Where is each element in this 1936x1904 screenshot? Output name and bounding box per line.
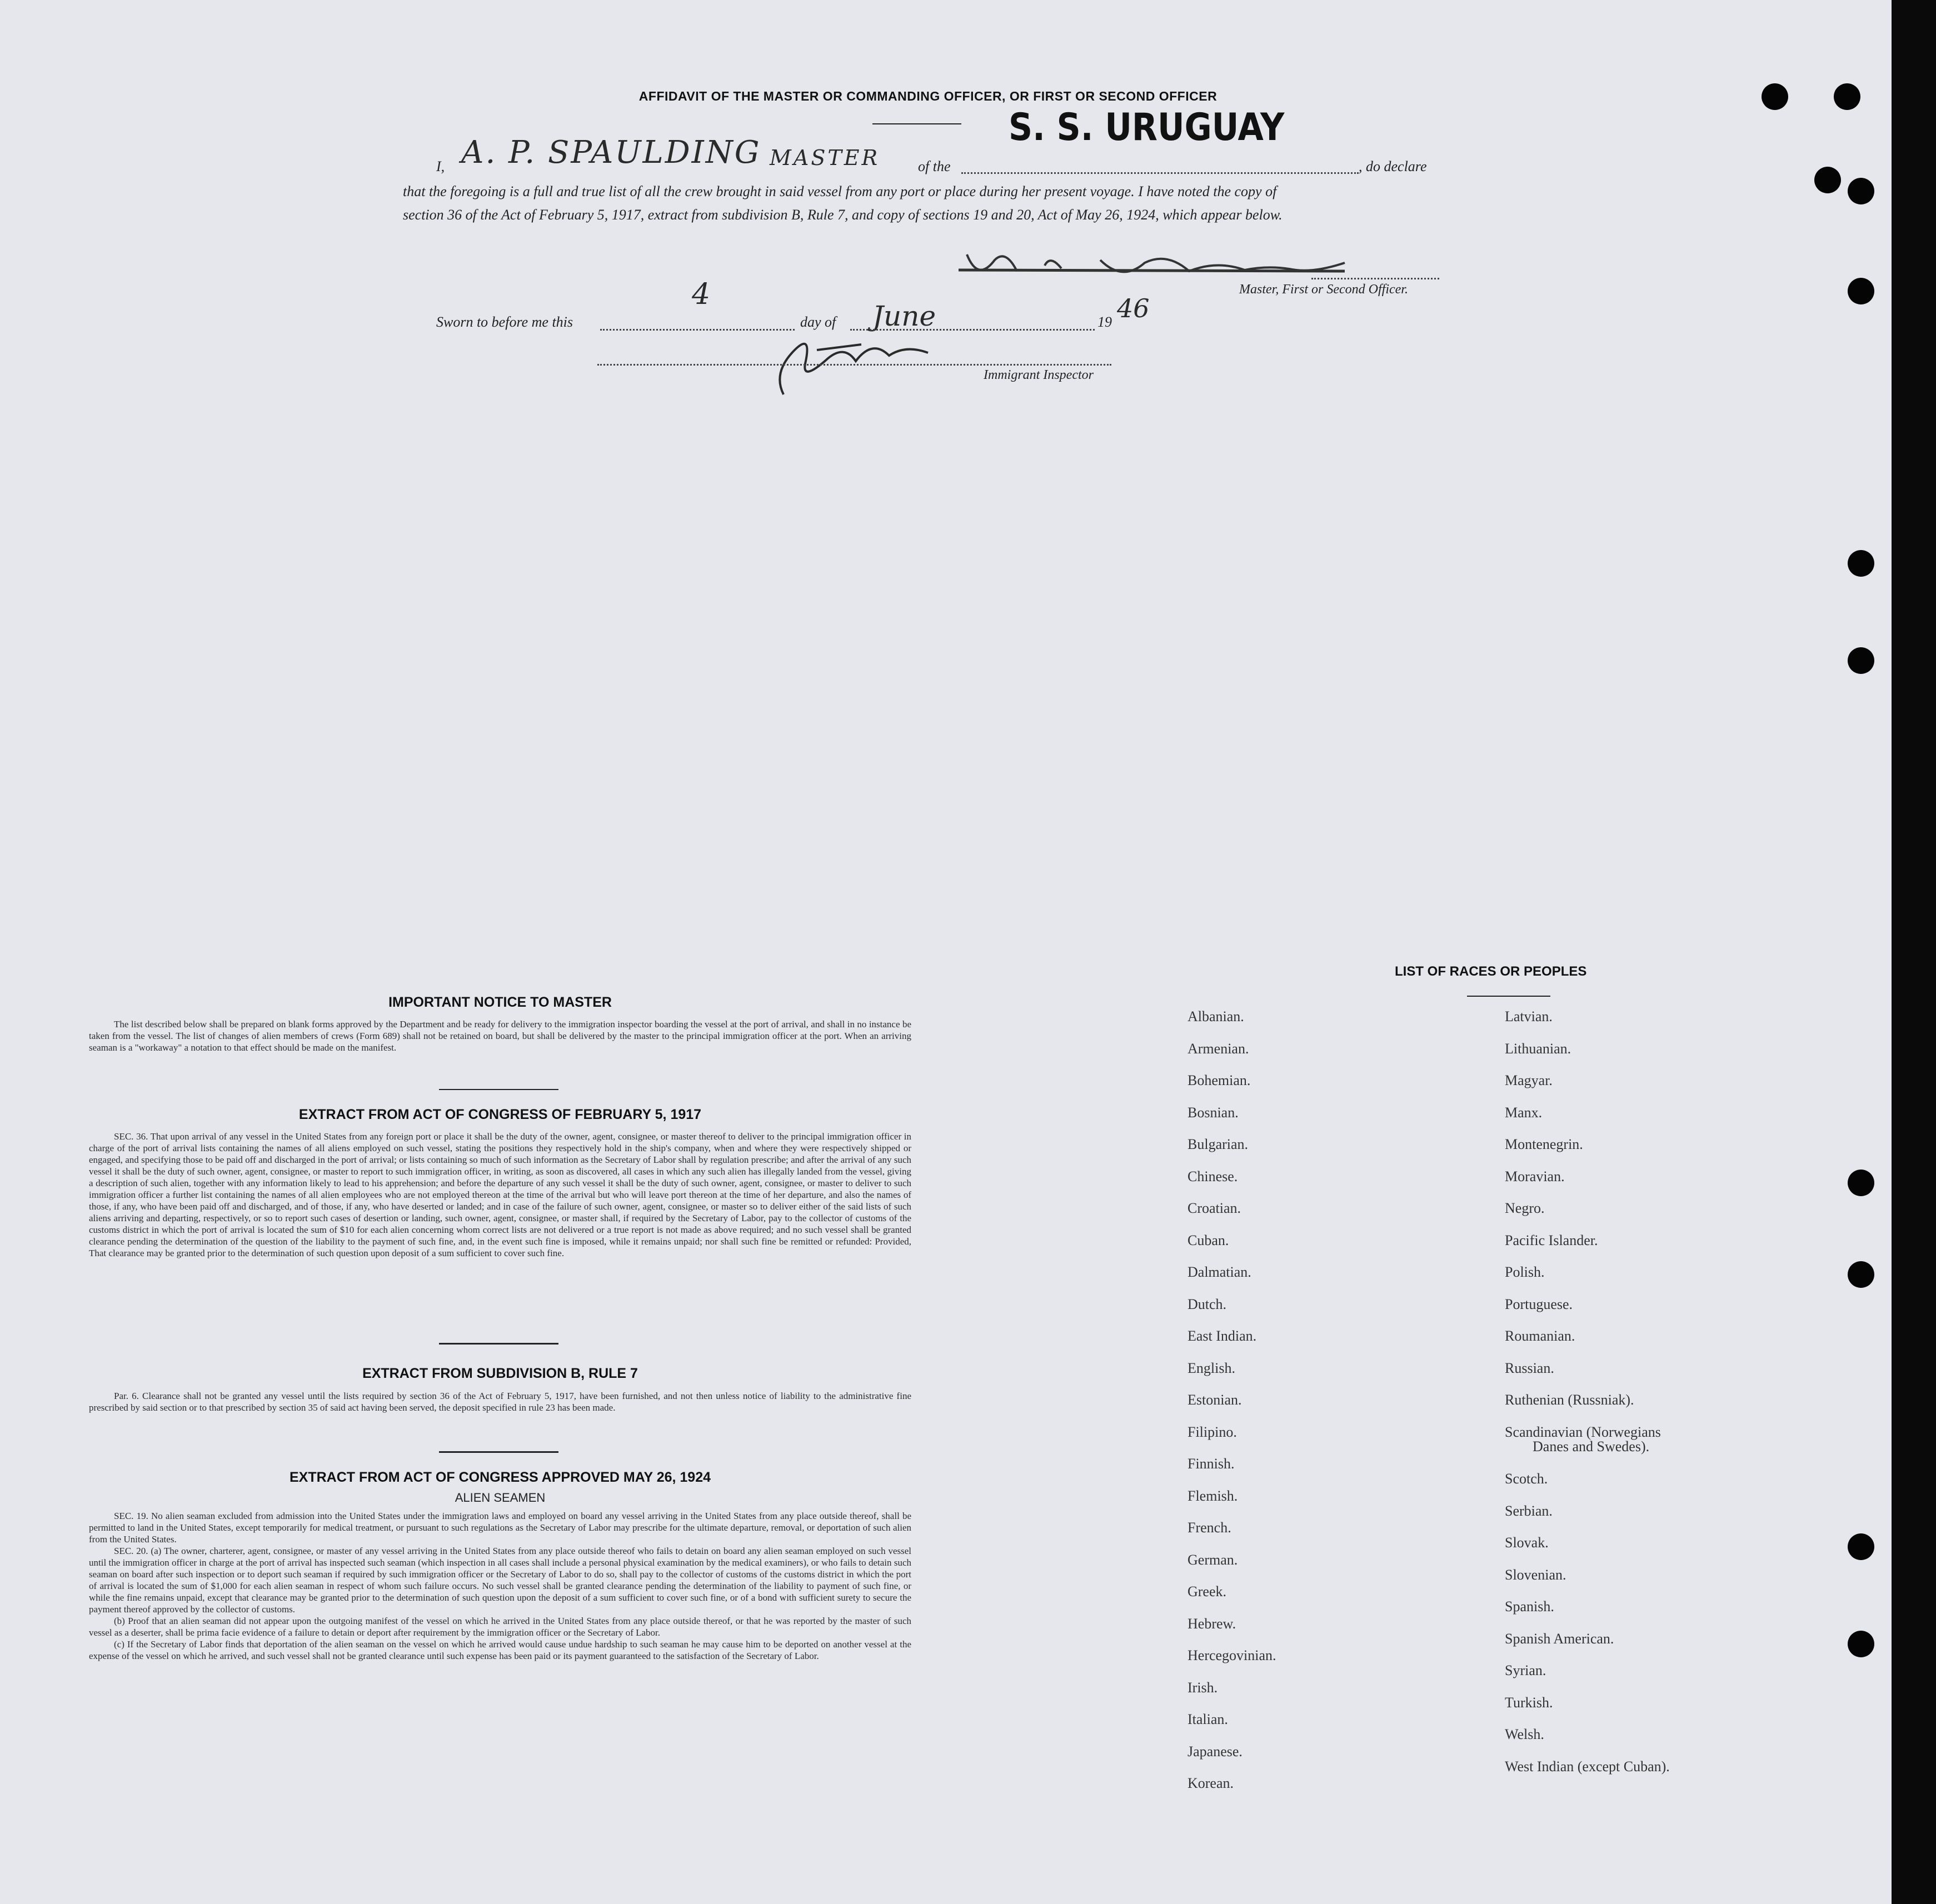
race-item: Welsh.	[1505, 1726, 1544, 1742]
race-item: Armenian.	[1187, 1040, 1249, 1057]
month-handwritten: June	[872, 300, 936, 332]
day-handwritten: 4	[692, 278, 711, 311]
race-item: Manx.	[1505, 1104, 1543, 1121]
race-item: East Indian.	[1187, 1328, 1257, 1344]
i-label: I,	[436, 158, 445, 174]
race-item: Irish.	[1187, 1679, 1218, 1696]
race-item: Korean.	[1187, 1775, 1234, 1791]
page-edge	[1892, 0, 1936, 1904]
sec-20b-paragraph: (b) Proof that an alien seaman did not appear upon the outgoing manifest of the vessel on which he arrived in the United States from any place outside thereof, or that he was reported by the master of such vessel as a deserter, shall be prima facie evidence of a failure to detain or deport after requirement by the immigration officer or the Secretary of Labor.	[89, 1616, 911, 1638]
extract-1917-body	[89, 1131, 911, 1259]
binder-hole	[1848, 550, 1874, 577]
race-item: French.	[1187, 1520, 1231, 1536]
race-item: Spanish American.	[1505, 1630, 1614, 1647]
races-title: LIST OF RACES OR PEOPLES	[1395, 964, 1587, 979]
race-item: Negro.	[1505, 1200, 1545, 1216]
notice-body	[89, 1018, 911, 1053]
binder-hole	[1848, 178, 1874, 204]
race-item: Chinese.	[1187, 1168, 1238, 1185]
binder-hole	[1848, 1533, 1874, 1560]
race-item: Japanese.	[1187, 1743, 1243, 1760]
day-of-label: day of	[800, 314, 836, 330]
race-item: Filipino.	[1187, 1423, 1237, 1440]
race-item: Croatian.	[1187, 1200, 1241, 1216]
extract-1924-title: EXTRACT FROM ACT OF CONGRESS APPROVED MAY 26, 1924	[289, 1470, 711, 1485]
binder-hole	[1848, 1170, 1874, 1196]
race-item: Pacific Islander.	[1505, 1232, 1598, 1248]
race-item: Bulgarian.	[1187, 1136, 1249, 1152]
sec-20c-paragraph: (c) If the Secretary of Labor finds that deportation of the alien seaman on the vessel on which he arrived would cause undue hardship to such seaman he may cause him to be deported on another vessel at the expense of the vessel on which he arrived, and such vessel shall not be granted clearance until such expense has been paid or its payment guaranteed to the satisfaction of the Secretary of Labor.	[89, 1639, 911, 1661]
header-underline	[872, 123, 961, 124]
sec-36-paragraph: SEC. 36. That upon arrival of any vessel in the United States from any foreign port or place it shall be the duty of the owner, agent, consignee, or master thereof to deliver to the principal immigration officer in charge of the port of arrival lists containing the names of all aliens employed on such vessel, stating the positions they respectively hold in the ship's company, when and where they were respectively shipped or engaged, and specifying those to be paid off and discharged in the port of arrival; or lists containing so much of such information as the Secretary of Labor shall by regulation prescribe; and after the arrival of any such vessel it shall be the duty of such owner, agent, consignee, or master to report to such immigration officer, in writing, as soon as discovered, all cases in which any such alien has illegally landed from the vessel, giving a description of such alien, together with any information likely to lead to his apprehension; and before the departure of any such vessel it shall be the duty of such owner, agent, consignee, or master to deliver to such immigration officer a further list containing the names of all alien employees who are not employed thereon at the time of the arrival but who will leave port thereon at the time of her departure, and also the names of those, if any, who have been paid off and discharged, and of those, if any, who have deserted or landed; and in case of the failure of such owner, agent, consignee, or master so to deliver either of the said lists of such aliens arriving and departing, respectively, or so to report such cases of desertion or landing, such owner, agent, consignee, or master shall, if required by the Secretary of Labor, pay to the collector of customs of the customs district in which the port of arrival is located the sum of $10 for each alien concerning whom correct lists are not delivered or a true report is not made as above required; and no such vessel shall be granted clearance pending the determination of the question of the liability to the payment of such fine, and, in the event such fine is imposed, while it remains unpaid; nor shall such fine be remitted or refunded: Provided, That clearance may be granted prior to the determination of such question upon deposit of a sum sufficient to cover such fine.	[89, 1131, 911, 1258]
race-item: Finnish.	[1187, 1456, 1235, 1472]
race-item: West Indian (except Cuban).	[1505, 1758, 1670, 1775]
race-item: Cuban.	[1187, 1232, 1229, 1248]
race-item: Flemish.	[1187, 1487, 1238, 1504]
vessel-name: S. S. URUGUAY	[1009, 106, 1285, 149]
race-item: German.	[1187, 1551, 1238, 1568]
race-item: Scandinavian (Norwegians	[1505, 1423, 1661, 1440]
race-item: Slovenian.	[1505, 1566, 1566, 1583]
race-item: Danes and Swedes).	[1533, 1438, 1650, 1455]
races-title-underline	[1467, 996, 1550, 997]
year-handwritten: 46	[1117, 293, 1150, 323]
race-item: Spanish.	[1505, 1598, 1554, 1615]
rule-7-title: EXTRACT FROM SUBDIVISION B, RULE 7	[362, 1366, 638, 1381]
race-item: Greek.	[1187, 1583, 1227, 1600]
binder-hole	[1848, 278, 1874, 304]
sworn-label: Sworn to before me this	[436, 314, 573, 330]
race-item: Estonian.	[1187, 1392, 1242, 1408]
master-caption: Master, First or Second Officer.	[1239, 282, 1408, 297]
binder-hole	[1848, 1631, 1874, 1657]
race-item: Montenegrin.	[1505, 1136, 1583, 1152]
notice-title: IMPORTANT NOTICE TO MASTER	[388, 995, 612, 1010]
extract-1917-title: EXTRACT FROM ACT OF CONGRESS OF FEBRUARY 5, 1917	[298, 1107, 702, 1122]
race-item: Hercegovinian.	[1187, 1647, 1276, 1663]
rule-7-body	[89, 1390, 911, 1413]
race-item: Russian.	[1505, 1360, 1554, 1376]
extract-1924-subtitle: ALIEN SEAMEN	[455, 1491, 546, 1505]
race-item: Lithuanian.	[1505, 1040, 1571, 1057]
race-item: Dutch.	[1187, 1296, 1227, 1312]
affidavit-header: AFFIDAVIT OF THE MASTER OR COMMANDING OFFICER, OR FIRST OR SECOND OFFICER	[638, 89, 1218, 103]
race-item: Latvian.	[1505, 1008, 1553, 1025]
extract-1924-body	[89, 1510, 911, 1662]
race-item: Scotch.	[1505, 1471, 1548, 1487]
master-name-handwritten: A. P. SPAULDING	[461, 134, 761, 171]
race-item: Bosnian.	[1187, 1104, 1239, 1121]
par-6-paragraph: Par. 6. Clearance shall not be granted any vessel until the lists required by section 36 of the Act of February 5, 1917, have been furnished, and not then unless notice of liability to the administrative fine prescribed by said section or to that prescribed by section 35 of said act having been served, the deposit specified in rule 23 has been made.	[89, 1391, 911, 1413]
binder-hole	[1848, 1261, 1874, 1288]
binder-hole	[1834, 83, 1860, 110]
race-item: English.	[1187, 1360, 1235, 1376]
race-item: Magyar.	[1505, 1072, 1553, 1088]
rank-handwritten: MASTER	[770, 146, 880, 170]
binder-hole	[1848, 647, 1874, 674]
inspector-caption: Immigrant Inspector	[984, 368, 1094, 382]
race-item: Dalmatian.	[1187, 1264, 1251, 1280]
race-item: Serbian.	[1505, 1502, 1553, 1519]
race-item: Italian.	[1187, 1711, 1228, 1727]
sec-20a-paragraph: SEC. 20. (a) The owner, charterer, agent, consignee, or master of any vessel arriving in the United States from any place outside thereof who fails to detain on board any alien seaman employed on such vessel until the immigration officer in charge at the port of arrival has inspected such seaman (which inspection in all cases shall include a personal physical examination by the medical examiners), or who fails to detain such seaman on board after such inspection or to deport such seaman if required by such immigration officer or the Secretary of Labor to do so, shall pay to the collector of customs of the customs district in which the port of arrival is located the sum of $1,000 for each alien seaman in respect of whom such failure occurs. No such vessel shall be granted clearance pending the determination of the liability to payment of such fine, or while the fine remains unpaid, except that clearance may be granted prior to the determination of such question upon the deposit of a sum sufficient to cover such fine, or of a bond with sufficient surety to secure the payment thereof approved by the collector of customs.	[89, 1546, 911, 1615]
notice-paragraph: The list described below shall be prepared on blank forms approved by the Department and be ready for delivery to the immigration inspector boarding the vessel at the port of arrival, and shall in no instance be taken from the vessel. The list of changes of alien members of crews (Form 689) shall not be retained on board, but shall be delivered by the master to the principal immigration officer at the port. When an arriving seaman is a "workaway" a notation to that effect should be made on the manifest.	[89, 1019, 911, 1053]
race-item: Slovak.	[1505, 1535, 1549, 1551]
race-item: Bohemian.	[1187, 1072, 1251, 1088]
affidavit-line-2: that the foregoing is a full and true list of all the crew brought in said vessel from any port or place during her present voyage. I have noted the copy of	[403, 183, 1277, 199]
notice-divider	[439, 1089, 558, 1090]
affidavit-line-3: section 36 of the Act of February 5, 1917, extract from subdivision B, Rule 7, and copy of sections 19 and 20, Act of May 26, 1924, which appear below.	[403, 207, 1283, 223]
race-item: Hebrew.	[1187, 1615, 1236, 1632]
of-the-label: of the	[918, 158, 951, 174]
vessel-dotline	[961, 172, 1359, 174]
year-prefix: 19	[1097, 314, 1112, 330]
sec-19-paragraph: SEC. 19. No alien seaman excluded from admission into the United States under the immigration laws and employed on board any vessel arriving in the United States from any place outside thereof, shall be permitted to land in the United States, except temporarily for medical treatment, or pursuant to such regulations as the Secretary of Labor may prescribe for the ultimate departure, removal, or deportation of such alien from the United States.	[89, 1511, 911, 1545]
race-item: Moravian.	[1505, 1168, 1565, 1185]
binder-hole	[1762, 83, 1788, 110]
race-item: Polish.	[1505, 1264, 1545, 1280]
race-item: Albanian.	[1187, 1008, 1244, 1025]
master-signature-dotline	[1311, 278, 1439, 279]
binder-hole	[1814, 167, 1841, 193]
inspector-dotline	[597, 364, 1111, 366]
race-item: Portuguese.	[1505, 1296, 1573, 1312]
rule-7-divider	[439, 1451, 558, 1453]
extract-1917-divider	[439, 1343, 558, 1345]
race-item: Turkish.	[1505, 1694, 1553, 1711]
do-declare-label: , do declare	[1359, 158, 1427, 174]
master-signature-scrawl	[956, 249, 1411, 282]
race-item: Ruthenian (Russniak).	[1505, 1392, 1634, 1408]
race-item: Roumanian.	[1505, 1328, 1575, 1344]
race-item: Syrian.	[1505, 1662, 1546, 1678]
